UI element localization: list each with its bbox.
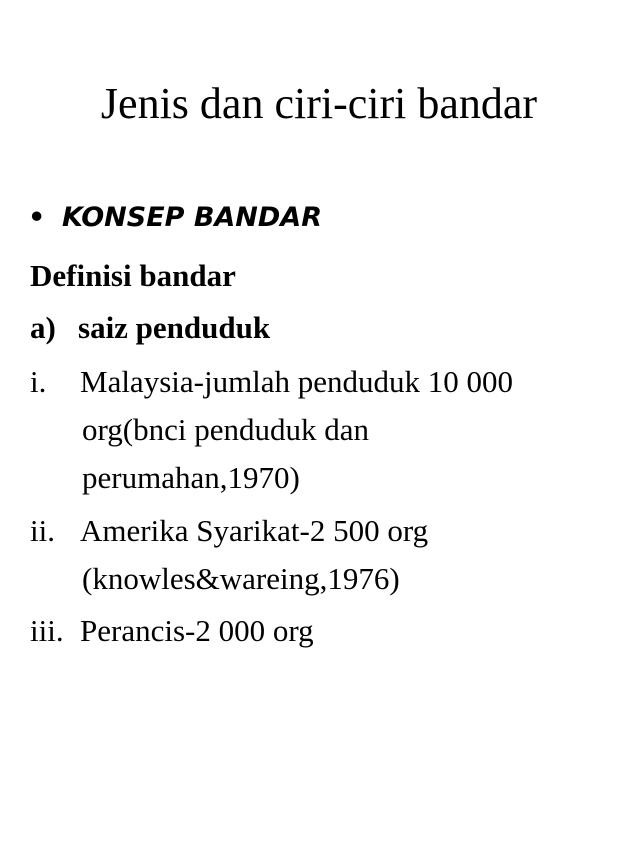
list-item-line: perumahan,1970) bbox=[82, 460, 300, 495]
bullet-dot-icon: • bbox=[28, 202, 46, 233]
criterion-marker: a) bbox=[30, 310, 56, 345]
list-marker: i. bbox=[30, 364, 47, 399]
list-item-line: Amerika Syarikat-2 500 org bbox=[80, 513, 429, 548]
list-marker: ii. bbox=[30, 513, 55, 548]
definition-heading: Definisi bandar bbox=[30, 258, 236, 293]
list-item-line: Malaysia-jumlah penduduk 10 000 bbox=[80, 364, 514, 399]
criterion-line bbox=[30, 310, 270, 346]
list-marker: iii. bbox=[30, 613, 64, 648]
list-item-line: Perancis-2 000 org bbox=[80, 613, 314, 648]
bullet-text: KONSEP BANDAR bbox=[62, 202, 322, 233]
list-item-iii bbox=[30, 613, 314, 649]
criterion-text: saiz penduduk bbox=[78, 310, 271, 345]
slide-title: Jenis dan ciri-ciri bandar bbox=[100, 79, 538, 128]
bullet-konsep-bandar bbox=[28, 198, 322, 238]
list-item-line: (knowles&wareing,1976) bbox=[82, 561, 400, 596]
list-item-line: org(bnci penduduk dan bbox=[82, 412, 369, 447]
list-item-ii bbox=[30, 513, 428, 549]
list-item-i bbox=[30, 364, 513, 400]
